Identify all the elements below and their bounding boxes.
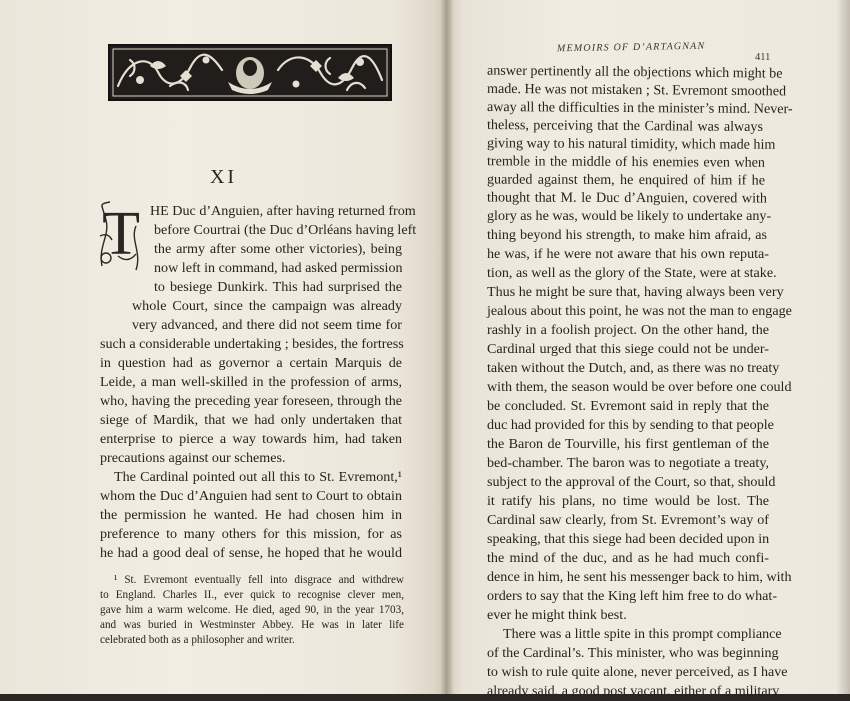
body-line: giving way to his natural timidity, which made him bbox=[486, 135, 776, 153]
body-line: glory as he was, would be likely to undertake any- bbox=[487, 208, 772, 224]
decorative-drop-cap bbox=[96, 196, 146, 276]
body-line: the Baron de Tourville, his first gentleman of the bbox=[487, 436, 769, 452]
body-line: it ratify his plans, no time would be lost. The bbox=[487, 493, 769, 509]
body-line: tremble in the middle of his enemies even when bbox=[486, 153, 766, 171]
page-number: 411 bbox=[755, 52, 771, 63]
footnote-line: gave him a warm welcome. He died, aged 90, in the year 1703, bbox=[100, 604, 404, 616]
body-line: the permission he wanted. He had chosen him in bbox=[100, 507, 402, 523]
body-line: the mind of the duc, and as he had much confi- bbox=[487, 550, 769, 566]
body-line: he had a good deal of sense, he hoped that he would bbox=[100, 545, 402, 561]
body-line: orders to say that the King left him free to do what- bbox=[487, 588, 778, 604]
body-line: duc had provided for this by sending to that people bbox=[487, 417, 774, 433]
body-line: taken without the Dutch, and, as there was no treaty bbox=[487, 360, 780, 376]
body-line: the army after some other victories), being bbox=[154, 241, 402, 257]
body-line: away all the difficulties in the minister’s mind. Never- bbox=[486, 99, 793, 118]
body-line: tion, as well as the glory of the State, were at stake. bbox=[487, 265, 777, 281]
body-line: precautions against our schemes. bbox=[100, 450, 286, 466]
body-line: speaking, that this siege had been decided upon in bbox=[487, 531, 770, 547]
body-line: to besiege Dunkirk. This had surprised the bbox=[154, 279, 402, 295]
footnote-line: celebrated both as a philosopher and writer. bbox=[100, 634, 295, 646]
body-line: dence in him, he sent his messenger back to him, with bbox=[487, 569, 792, 585]
book-gutter bbox=[440, 0, 454, 694]
footnote-line: ¹ St. Evremont eventually fell into disgrace and withdrew bbox=[114, 574, 404, 586]
body-line: The Cardinal pointed out all this to St. Evremont,¹ bbox=[114, 469, 402, 485]
body-line: before Courtrai (the Duc d’Orléans having left bbox=[154, 222, 417, 238]
body-line: bed-chamber. The baron was to negotiate a treaty, bbox=[487, 455, 769, 471]
ornamental-headpiece bbox=[108, 44, 392, 101]
body-line: to wish to rule quite alone, never perceived, as I have bbox=[487, 664, 788, 680]
footnote-line: to England. Charles II., ever quick to recognise clever men, bbox=[100, 589, 404, 601]
body-line: whole Court, since the campaign was already bbox=[132, 298, 402, 314]
body-line: Leide, a man well-skilled in the profession of arms, bbox=[100, 374, 402, 390]
body-line: guarded against them, he enquired of him if he bbox=[486, 171, 766, 189]
body-line: in question had as governor a certain Marquis de bbox=[100, 355, 402, 371]
body-line: who, having the preceding year foreseen, through the bbox=[100, 393, 402, 409]
drop-cap-letter: T bbox=[102, 200, 140, 268]
body-line: thought that M. le Duc d’Anguien, covered with bbox=[486, 189, 768, 207]
body-line: HE Duc d’Anguien, after having returned from bbox=[150, 203, 416, 219]
body-line: theless, perceiving that the Cardinal was always bbox=[486, 117, 764, 135]
body-line: Cardinal saw clearly, from St. Evremont’s way of bbox=[487, 512, 769, 528]
body-line: Thus he might be sure that, having always been very bbox=[487, 284, 784, 300]
body-line: he was, if he were not aware that his own reputa- bbox=[487, 246, 769, 262]
body-line: Cardinal urged that this siege could not be under- bbox=[487, 341, 769, 357]
body-line: jealous about this point, he was not the man to engage bbox=[487, 303, 792, 319]
footnote-line: and was buried in Westminster Abbey. He was in later life bbox=[100, 619, 404, 631]
body-line: answer pertinently all the objections which might be bbox=[486, 62, 783, 82]
body-line: siege of Mardik, that we had only undertaken that bbox=[100, 412, 402, 428]
body-line: very advanced, and there did not seem time for bbox=[132, 317, 402, 333]
body-line: of the Cardinal’s. This minister, who was beginning bbox=[487, 645, 779, 661]
body-line: subject to the approval of the Court, so that, should bbox=[487, 474, 776, 490]
body-line: ever he might think best. bbox=[487, 607, 627, 623]
body-line: made. He was not mistaken ; St. Evremont smoothed bbox=[486, 80, 787, 100]
body-line: enterprise to pierce a way towards him, had taken bbox=[100, 431, 402, 447]
body-line: such a considerable undertaking ; besides, the fortress bbox=[100, 336, 404, 352]
chapter-number: XI bbox=[209, 166, 238, 188]
body-line: already said, a good post vacant, either of a military bbox=[487, 683, 780, 699]
running-head: MEMOIRS OF D’ARTAGNAN bbox=[556, 40, 706, 55]
body-line: There was a little spite in this prompt compliance bbox=[503, 626, 782, 642]
body-line: thing beyond his strength, to make him afraid, as bbox=[487, 227, 767, 243]
body-line: now left in command, had asked permission bbox=[154, 260, 403, 276]
body-line: rashly in a foolish project. On the other hand, the bbox=[487, 322, 769, 338]
body-line: whom the Duc d’Anguien had sent to Court to obtain bbox=[100, 488, 402, 504]
body-line: with them, the season would be over before one could bbox=[487, 379, 792, 395]
body-line: preference to many others for this mission, for as bbox=[100, 526, 402, 542]
body-line: be concluded. St. Evremont said in reply that the bbox=[487, 398, 769, 414]
